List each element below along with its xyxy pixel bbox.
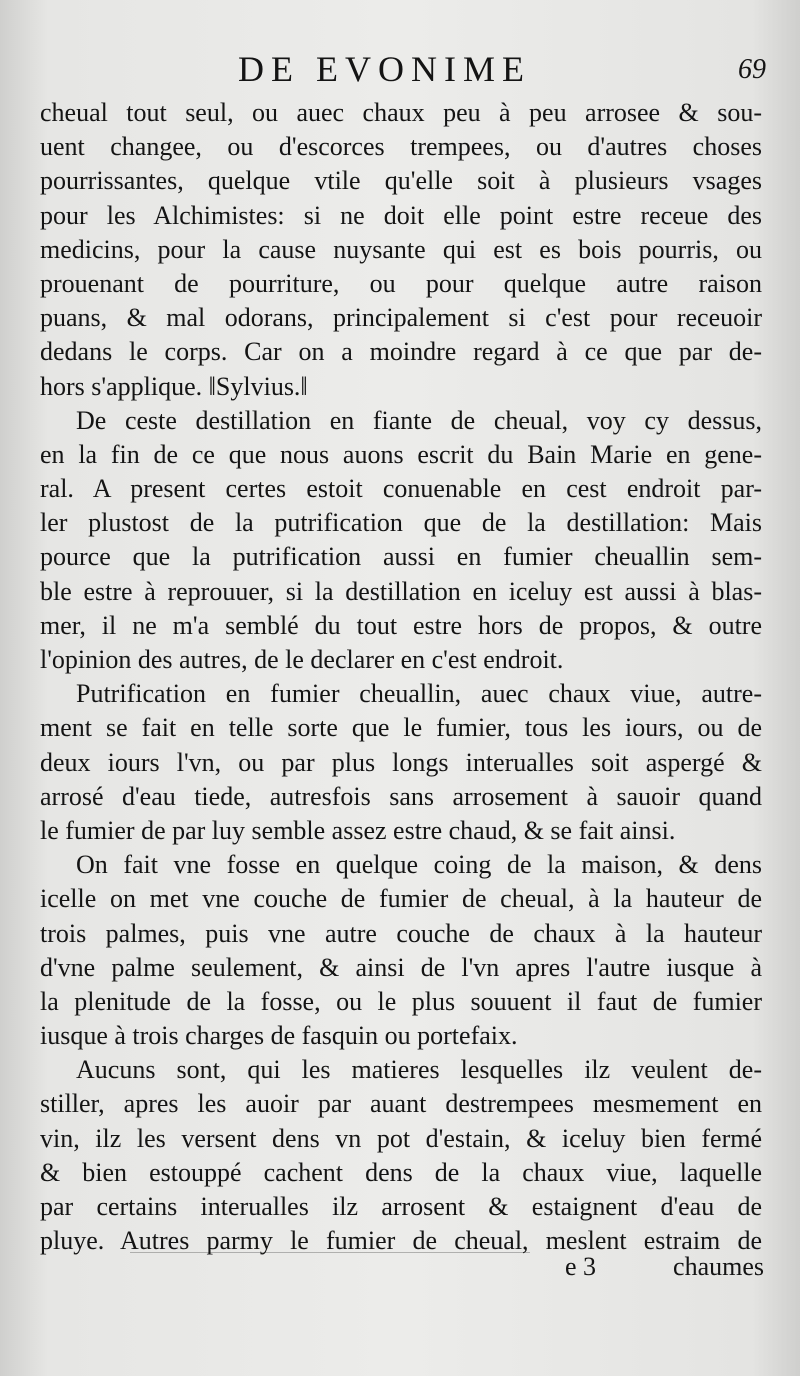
text-line: ble estre à reprouuer, si la destillation en iceluy est aussi à blas- [40,576,762,606]
text-line: pource que la putrification aussi en fumier cheuallin sem- [40,542,762,572]
text-line: Aucuns sont, qui les matieres lesquelles ilz veulent de- [76,1055,762,1085]
text-line: arrosé d'eau tiede, autresfois sans arrosement à sauoir quand [40,781,762,811]
text-line: & bien estouppé cachent dens de la chaux viue, laquelle [40,1157,762,1187]
text-line: medicins, pour la cause nuysante qui est es bois pourris, ou [40,234,762,264]
page-number: 69 [738,54,766,85]
page-header [0,44,800,94]
text-line: deux iours l'vn, ou par plus longs interualles soit aspergé & [40,747,762,777]
text-line: pour les Alchimistes: si ne doit elle point estre receue des [40,200,762,230]
text-line: ral. A present certes estoit conuenable en cest endroit par- [40,474,762,504]
text-line: stiller, apres les auoir par auant destrempees mesmement en [40,1089,762,1119]
text-line: Putrification en fumier cheuallin, auec chaux viue, autre- [76,679,762,709]
text-line: ler plustost de la putrification que de la destillation: Mais [40,508,762,538]
text-line: vin, ilz les versent dens vn pot d'estain, & iceluy bien fermé [40,1123,762,1153]
catchword: chaumes [673,1252,764,1281]
text-line: la plenitude de la fosse, ou le plus souuent il faut de fumier [40,986,762,1016]
text-line: pourrissantes, quelque vtile qu'elle soit à plusieurs vsages [40,166,762,196]
text-line: uent changee, ou d'escorces trempees, ou d'autres choses [40,132,762,162]
text-line: dedans le corps. Car on a moindre regard à ce que par de- [40,337,762,367]
text-line: pluye. Autres parmy le fumier de cheual, meslent estraim de [40,1226,762,1256]
text-line: d'vne palme seulement, & ainsi de l'vn apres l'autre iusque à [40,952,762,982]
text-line: prouenant de pourriture, ou pour quelque autre raison [40,268,762,298]
text-line: On fait vne fosse en quelque coing de la maison, & dens [76,850,762,880]
text-line: iusque à trois charges de fasquin ou portefaix. [40,1021,518,1051]
body-text [40,96,762,1258]
text-line: hors s'applique. ‖Sylvius.‖ [40,371,308,401]
signature-mark: e 3 [565,1252,597,1281]
text-line: icelle on met vne couche de fumier de cheual, à la hauteur de [40,884,762,914]
text-line: ment se fait en telle sorte que le fumier, tous les iours, ou de [40,713,762,743]
text-line: puans, & mal odorans, principalement si c'est pour receuoir [40,303,762,333]
text-line: trois palmes, puis vne autre couche de chaux à la hauteur [40,918,762,948]
text-line: cheual tout seul, ou auec chaux peu à peu arrosee & sou- [40,98,762,127]
text-line: l'opinion des autres, de le declarer en c'est endroit. [40,645,564,674]
running-title: DE EVONIME [238,49,531,89]
text-line: en la fin de ce que nous auons escrit du Bain Marie en gene- [40,439,762,469]
text-line: le fumier de par luy semble assez estre chaud, & se fait ainsi. [40,815,676,845]
text-line: par certains interualles ilz arrosent & estaignent d'eau de [40,1192,762,1221]
text-line: De ceste destillation en fiante de cheual, voy cy dessus, [76,405,762,435]
text-line: mer, il ne m'a semblé du tout estre hors de propos, & outre [40,610,762,640]
page-footer [0,1252,800,1292]
